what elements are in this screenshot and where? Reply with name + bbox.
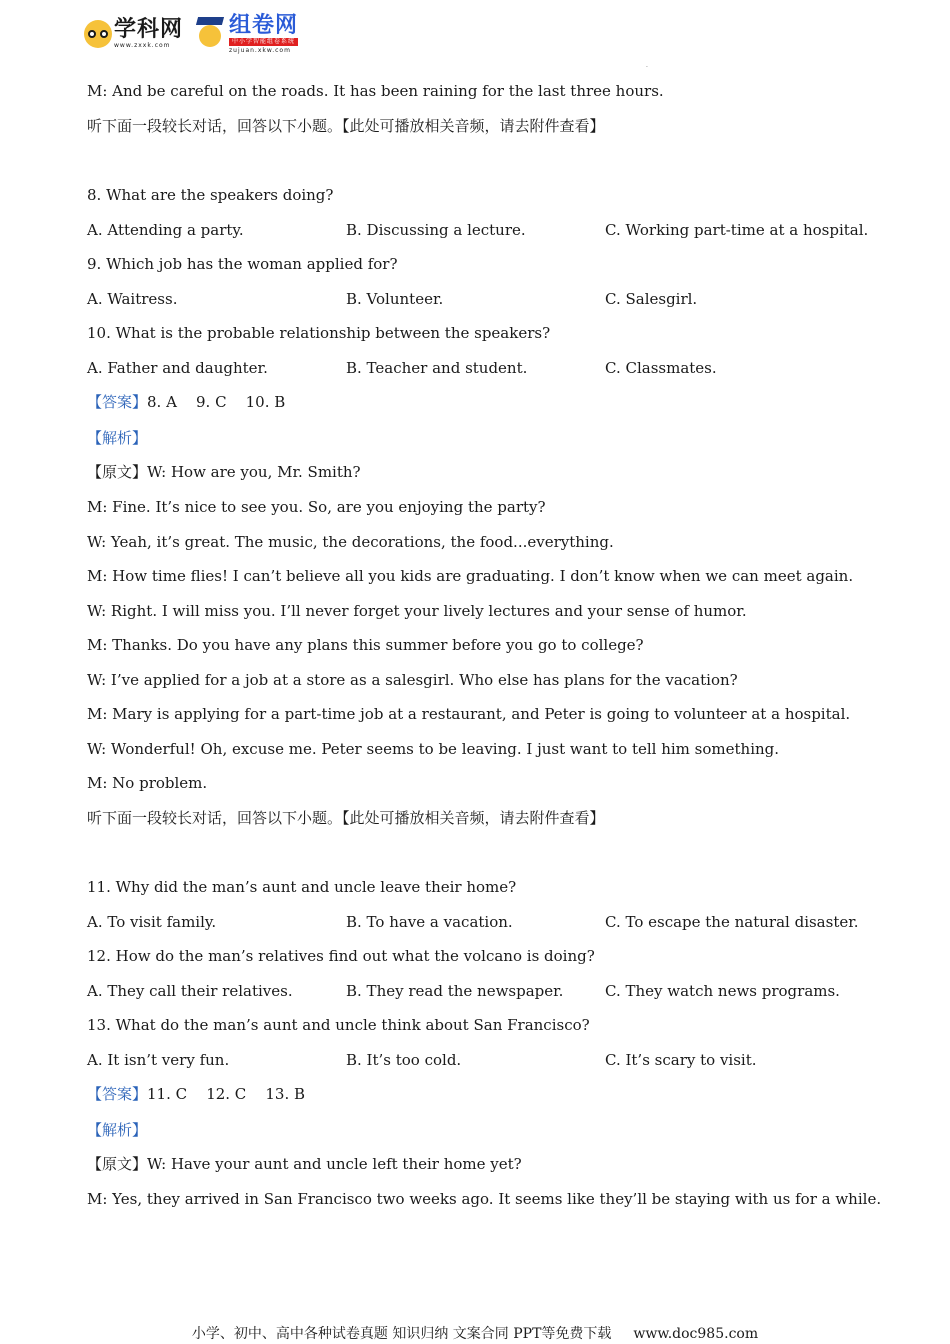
dialogue-line: W: Wonderful! Oh, excuse me. Peter seems to be leaving. I just want to tell him something.	[87, 740, 780, 758]
dialogue-line: W: Right. I will miss you. I’ll never forget your lively lectures and your sense of humor.	[87, 602, 747, 620]
question-stem: 9. Which job has the woman applied for?	[87, 255, 398, 273]
zujuan-mascot-icon	[195, 17, 225, 51]
answer-text: 8. A 9. C 10. B	[147, 393, 286, 411]
answer-text: 11. C 12. C 13. B	[147, 1085, 306, 1103]
option-b: B. Discussing a lecture.	[346, 221, 526, 239]
zxxk-logo-url: www.zxxk.com	[114, 42, 171, 49]
dialogue-line: M: Thanks. Do you have any plans this summer before you go to college?	[87, 636, 644, 654]
answer-label: 【答案】	[87, 1085, 148, 1103]
transcript-label: 【原文】	[87, 463, 148, 481]
dialogue-line: M: No problem.	[87, 774, 208, 792]
transcript-line	[87, 462, 361, 482]
transcript-text: W: Have your aunt and uncle left their home yet?	[147, 1155, 522, 1173]
option-a: A. They call their relatives.	[87, 982, 293, 1000]
question-stem: 12. How do the man’s relatives find out what the volcano is doing?	[87, 947, 595, 965]
dialogue-line: M: Mary is applying for a part-time job at a restaurant, and Peter is going to volunteer at a hospital.	[87, 705, 851, 723]
answer-label: 【答案】	[87, 393, 148, 411]
question-stem: 8. What are the speakers doing?	[87, 186, 334, 204]
option-c: C. Classmates.	[605, 359, 717, 377]
option-b: B. To have a vacation.	[346, 913, 513, 931]
zxxk-logo-text: 学科网	[114, 17, 184, 42]
answer-line	[87, 1084, 305, 1104]
zujuan-logo-tag: 中小学智能组卷系统	[229, 38, 298, 46]
option-a: A. To visit family.	[87, 913, 217, 931]
footer-text: 小学、初中、高中各种试卷真题 知识归纳 文案合同 PPT等免费下载	[191, 1326, 612, 1342]
question-stem: 10. What is the probable relationship between the speakers?	[87, 324, 551, 342]
zujuan-logo[interactable]	[195, 12, 299, 54]
dialogue-line: W: I’ve applied for a job at a store as a salesgirl. Who else has plans for the vacation?	[87, 671, 738, 689]
section-instruction: 听下面一段较长对话，回答以下小题。【此处可播放相关音频，请去附件查看】	[87, 117, 605, 135]
dialogue-line: M: And be careful on the roads. It has been raining for the last three hours.	[87, 82, 664, 100]
transcript-label: 【原文】	[87, 1155, 148, 1173]
option-a: A. Waitress.	[87, 290, 178, 308]
option-a: A. Attending a party.	[87, 221, 244, 239]
transcript-text: W: How are you, Mr. Smith?	[147, 463, 361, 481]
zxxk-logo[interactable]	[84, 19, 183, 49]
section-instruction: 听下面一段较长对话，回答以下小题。【此处可播放相关音频，请去附件查看】	[87, 809, 605, 827]
option-c: C. It’s scary to visit.	[605, 1051, 757, 1069]
header	[84, 12, 298, 56]
transcript-line	[87, 1154, 522, 1174]
option-c: C. To escape the natural disaster.	[605, 913, 859, 931]
option-b: B. They read the newspaper.	[346, 982, 564, 1000]
option-c: C. Salesgirl.	[605, 290, 698, 308]
header-dot: .	[646, 62, 648, 69]
analysis-label: 【解析】	[87, 1121, 148, 1139]
footer-site-link[interactable]: www.doc985.com	[633, 1326, 759, 1342]
analysis-label: 【解析】	[87, 429, 148, 447]
zujuan-logo-text: 组卷网	[229, 12, 299, 38]
option-a: A. Father and daughter.	[87, 359, 268, 377]
option-b: B. It’s too cold.	[346, 1051, 462, 1069]
dialogue-line: M: Fine. It’s nice to see you. So, are you enjoying the party?	[87, 498, 546, 516]
zxxk-mascot-icon	[84, 20, 112, 48]
dialogue-line: M: Yes, they arrived in San Francisco two weeks ago. It seems like they’ll be staying with us for a while.	[87, 1190, 882, 1208]
option-c: C. They watch news programs.	[605, 982, 840, 1000]
option-b: B. Volunteer.	[346, 290, 444, 308]
option-c: C. Working part-time at a hospital.	[605, 221, 869, 239]
option-b: B. Teacher and student.	[346, 359, 528, 377]
dialogue-line: M: How time flies! I can’t believe all you kids are graduating. I don’t know when we can meet again.	[87, 567, 854, 585]
question-stem: 11. Why did the man’s aunt and uncle leave their home?	[87, 878, 517, 896]
option-a: A. It isn’t very fun.	[87, 1051, 230, 1069]
page-footer	[0, 1324, 950, 1344]
question-stem: 13. What do the man’s aunt and uncle think about San Francisco?	[87, 1016, 590, 1034]
answer-line	[87, 392, 285, 412]
dialogue-line: W: Yeah, it’s great. The music, the decorations, the food...everything.	[87, 533, 614, 551]
zujuan-logo-url: zujuan.xkw.com	[229, 46, 291, 54]
